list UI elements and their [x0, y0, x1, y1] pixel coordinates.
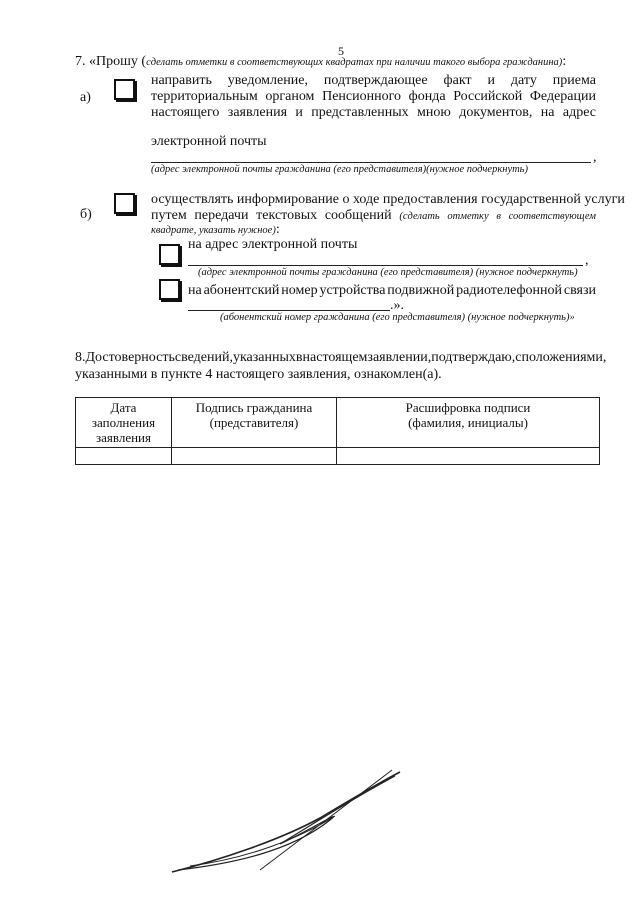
option-b-checkbox[interactable] — [114, 193, 135, 214]
signature-table-header — [76, 398, 600, 448]
option-b-phone-line-end: .». — [390, 298, 404, 313]
option-a-line2: территориальным органом Пенсионного фонда Российской Федерации — [151, 89, 596, 104]
option-a-line3: настоящего заявления и представленных мною документов, на адрес — [151, 105, 596, 120]
option-b-phone-checkbox[interactable] — [159, 279, 180, 300]
option-b-line1: осуществлять информирование о ходе предоставления государственной услуги — [151, 192, 625, 207]
page-number: 5 — [338, 44, 344, 58]
section8-line1: 8. Достоверность сведений, указанных в настоящем заявлении, подтверждаю, с положениями, — [75, 350, 607, 365]
option-b-email-line-end: , — [585, 253, 589, 268]
signature-cell[interactable] — [172, 448, 337, 465]
option-a-checkbox[interactable] — [114, 79, 135, 100]
option-a-line1: направить уведомление, подтверждающее факт и дату приема — [151, 73, 596, 88]
section7-heading-suffix: : — [562, 54, 567, 69]
header-signature: Подпись гражданина (представителя) — [172, 398, 337, 448]
option-b-line2: путем передачи текстовых сообщений (сделать отметку в соответствующем — [151, 208, 596, 223]
section8-line2: указанными в пункте 4 настоящего заявления, ознакомлен(а). — [75, 367, 442, 382]
option-b-phone-field[interactable] — [188, 310, 390, 311]
section7-heading — [75, 54, 566, 70]
option-b-email-field[interactable] — [188, 265, 583, 266]
option-a-letter: а) — [80, 90, 91, 105]
section7-heading-hint: сделать отметки в соответствующих квадратах при наличии такого выбора гражданина) — [146, 57, 563, 68]
option-a-email-label: электронной почты — [151, 134, 267, 149]
option-b-email-checkbox[interactable] — [159, 244, 180, 265]
option-b-line3: квадрате, указать нужное): — [151, 222, 280, 237]
handwritten-signature — [160, 760, 420, 880]
header-decoding: Расшифровка подписи (фамилия, инициалы) — [337, 398, 600, 448]
option-a-line-end: , — [593, 150, 597, 165]
option-b-phone-caption: (абонентский номер гражданина (его представителя) (нужное подчеркнуть)» — [220, 312, 575, 323]
option-a-email-field[interactable] — [151, 162, 591, 163]
decoding-cell[interactable] — [337, 448, 600, 465]
option-b-letter: б) — [80, 207, 92, 222]
section7-heading-prefix: 7. «Прошу ( — [75, 54, 147, 69]
signature-table — [75, 397, 600, 465]
table-row — [76, 448, 600, 465]
date-cell[interactable] — [76, 448, 172, 465]
option-b-phone-label: на абонентский номер устройства подвижной радиотелефонной связи — [188, 283, 596, 298]
option-a-caption: (адрес электронной почты гражданина (его представителя)(нужное подчеркнуть) — [151, 164, 528, 175]
header-date: Дата заполнения заявления — [76, 398, 172, 448]
option-b-email-caption: (адрес электронной почты гражданина (его представителя) (нужное подчеркнуть) — [198, 267, 578, 278]
option-b-email-label: на адрес электронной почты — [188, 237, 358, 252]
